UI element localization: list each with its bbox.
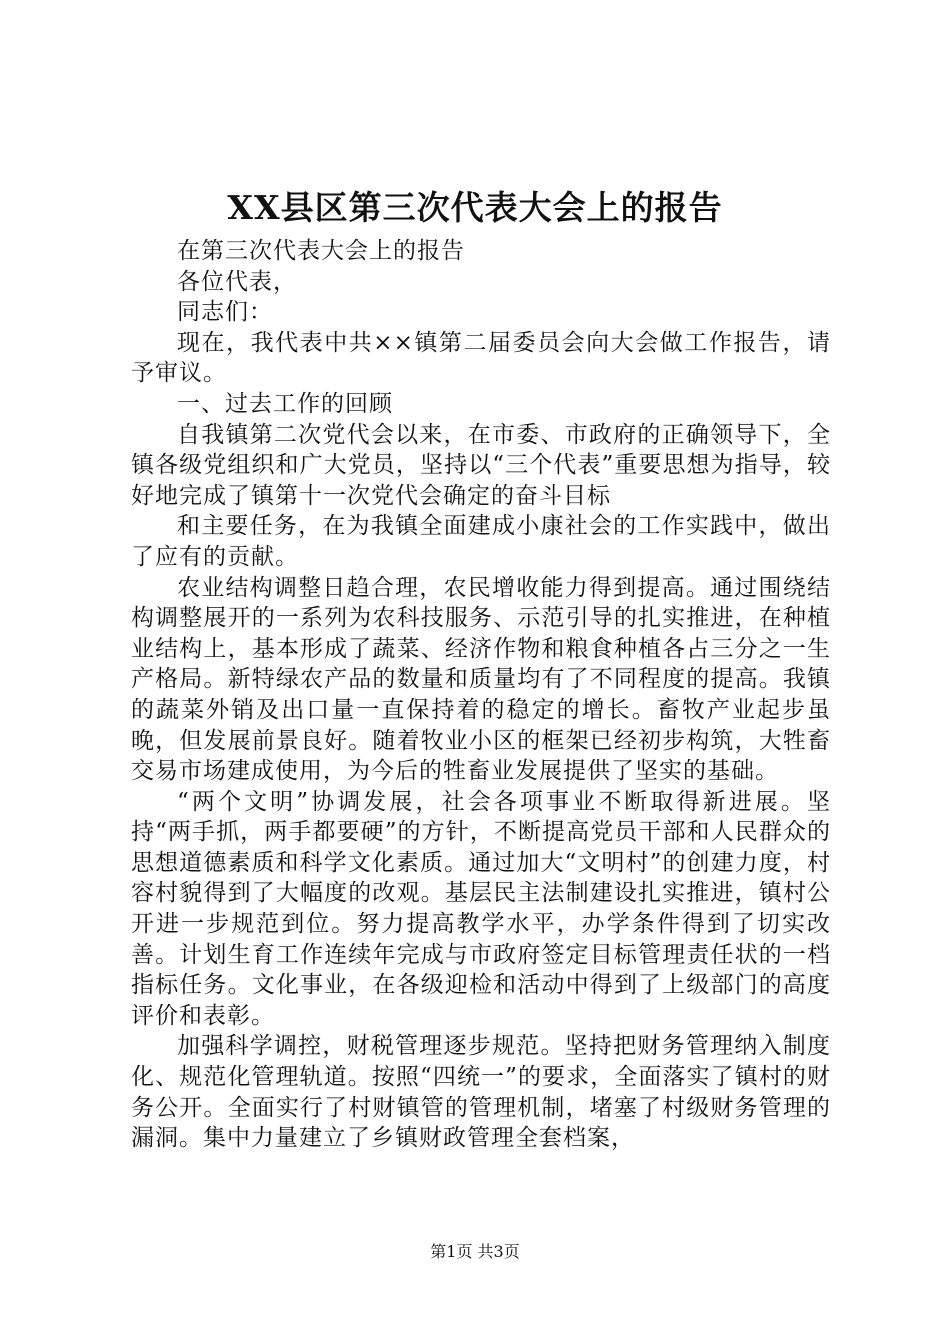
paragraph-intro: 现在，我代表中共××镇第二届委员会向大会做工作报告，请予审议。 bbox=[131, 329, 831, 387]
paragraph-salutation-comrades: 同志们： bbox=[177, 299, 273, 326]
paragraph-agriculture: 农业结构调整日趋合理，农民增收能力得到提高。通过围绕结构调整展开的一系列为农科技服务、示范引导的扎实推进，在种植业结构上，基本形成了蔬菜、经济作物和粮食种植各占三分之一生产格局。新特绿农产品的数量和质量均有了不同程度的提高。我镇的蔬菜外销及出口量一直保持着的稳定的增长。畜牧产业起步虽晚，但发展前景良好。随着牧业小区的框架已经初步构筑，大牲畜交易市场建成使用，为今后的牲畜业发展提供了坚实的基础。 bbox=[131, 574, 831, 785]
section-heading-review: 一、过去工作的回顾 bbox=[177, 390, 393, 417]
paragraph-salutation-delegates: 各位代表， bbox=[177, 268, 297, 295]
paragraph-review-2: 和主要任务，在为我镇全面建成小康社会的工作实践中，做出了应有的贡献。 bbox=[131, 513, 831, 570]
page-number-footer: 第1页 共3页 bbox=[430, 1242, 520, 1261]
paragraph-review-1: 自我镇第二次党代会以来，在市委、市政府的正确领导下，全镇各级党组织和广大党员，坚持以“三个代表”重要思想为指导，较好地完成了镇第十一次党代会确定的奋斗目标 bbox=[131, 421, 831, 509]
paragraph-finance: 加强科学调控，财税管理逐步规范。坚持把财务管理纳入制度化、规范化管理轨道。按照“四统一”的要求，全面落实了镇村的财务公开。全面实行了村财镇管的管理机制，堵塞了村级财务管理的漏洞。集中力量建立了乡镇财政管理全套档案， bbox=[131, 1033, 831, 1152]
paragraph-two-civilizations: “两个文明”协调发展，社会各项事业不断取得新进展。坚持“两手抓，两手都要硬”的方针，不断提高党员干部和人民群众的思想道德素质和科学文化素质。通过加大“文明村”的创建力度，村容村貌得到了大幅度的改观。基层民主法制建设扎实推进，镇村公开进一步规范到位。努力提高教学水平，办学条件得到了切实改善。计划生育工作连续年完成与市政府签定目标管理责任状的一档指标任务。文化事业，在各级迎检和活动中得到了上级部门的高度评价和表彰。 bbox=[131, 788, 831, 1029]
document-title: XX县区第三次代表大会上的报告 bbox=[227, 188, 723, 227]
paragraph-report-heading: 在第三次代表大会上的报告 bbox=[177, 238, 465, 264]
document-body bbox=[131, 236, 831, 1154]
